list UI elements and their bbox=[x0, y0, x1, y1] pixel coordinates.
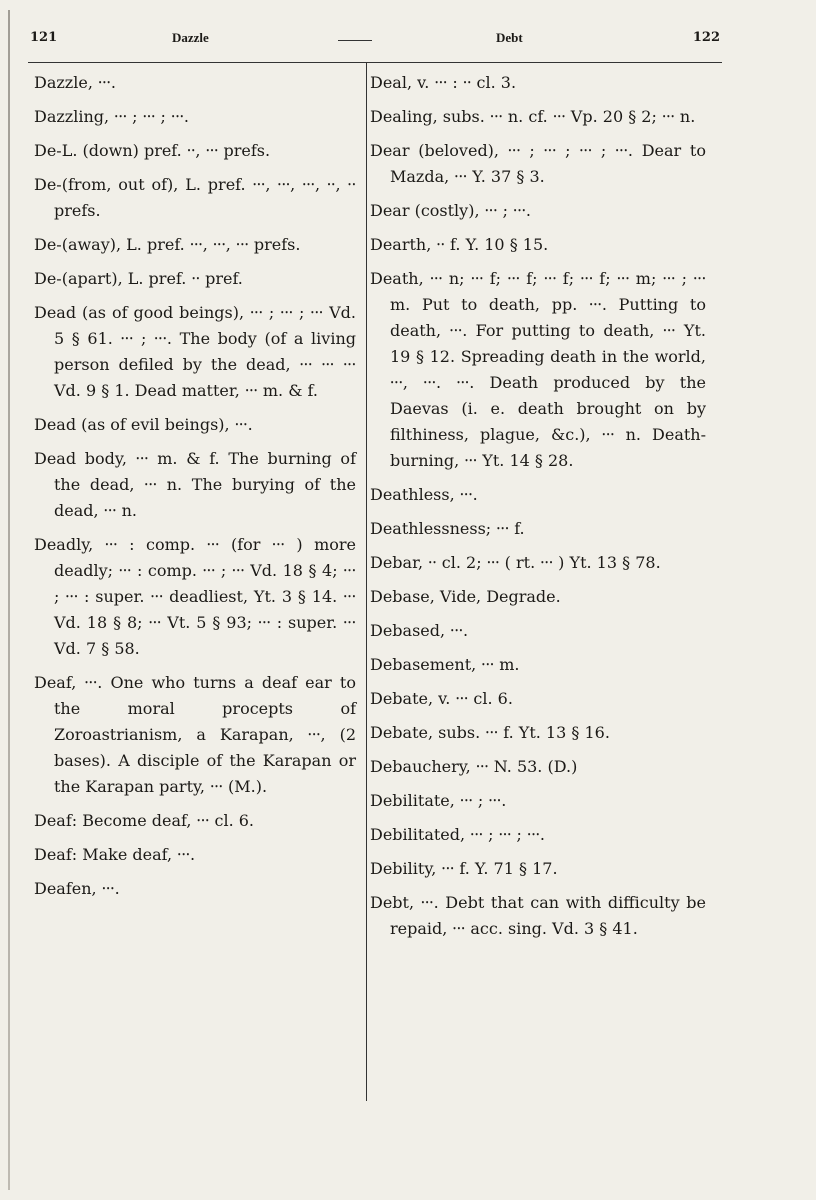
guide-word-right: Debt bbox=[496, 30, 523, 45]
column-divider bbox=[366, 63, 367, 1101]
page-binding-edge bbox=[8, 10, 10, 1190]
dictionary-entry: Debase, Vide, Degrade. bbox=[370, 587, 561, 606]
page-number-left: 121 bbox=[30, 30, 58, 45]
left-column bbox=[34, 70, 356, 910]
dictionary-entry: Deaf: Make deaf, ⸱⸱⸱. bbox=[34, 845, 196, 864]
page-number-right: 122 bbox=[692, 30, 720, 45]
dictionary-entry: De-(from, out of), L. pref. ⸱⸱⸱, ⸱⸱⸱, ⸱⸱⸱, ⸱⸱, ⸱⸱ prefs. bbox=[34, 175, 356, 220]
dictionary-entry: Debility, ⸱⸱⸱ f. Y. 71 § 17. bbox=[370, 859, 558, 878]
dictionary-entry: Dead (as of good beings), ⸱⸱⸱ ; ⸱⸱⸱ ; ⸱⸱⸱ Vd. 5 § 61. ⸱⸱⸱ ; ⸱⸱⸱. The body (of a living person defiled by the dead, ⸱⸱⸱ ⸱⸱⸱ ⸱⸱⸱ Vd. 9 § 1. Dead matter, ⸱⸱⸱ m. & f. bbox=[34, 303, 356, 400]
dictionary-entry: Deathlessness; ⸱⸱⸱ f. bbox=[370, 519, 525, 538]
dictionary-entry: De-(apart), L. pref. ⸱⸱ pref. bbox=[34, 269, 243, 288]
dictionary-entry: Debt, ⸱⸱⸱. Debt that can with difficulty be repaid, ⸱⸱⸱ acc. sing. Vd. 3 § 41. bbox=[370, 893, 706, 938]
dictionary-entry: Debauchery, ⸱⸱⸱ N. 53. (D.) bbox=[370, 757, 578, 776]
dictionary-entry: Dead body, ⸱⸱⸱ m. & f. The burning of the dead, ⸱⸱⸱ n. The burying of the dead, ⸱⸱⸱ n. bbox=[34, 449, 356, 520]
header-dash bbox=[338, 40, 372, 41]
guide-word-left: Dazzle bbox=[172, 30, 209, 45]
dictionary-entry: Deathless, ⸱⸱⸱. bbox=[370, 485, 478, 504]
dictionary-entry: Debasement, ⸱⸱⸱ m. bbox=[370, 655, 520, 674]
dictionary-entry: Dearth, ⸱⸱ f. Y. 10 § 15. bbox=[370, 235, 549, 254]
dictionary-entry: Deafen, ⸱⸱⸱. bbox=[34, 879, 120, 898]
dictionary-entry: Dazzling, ⸱⸱⸱ ; ⸱⸱⸱ ; ⸱⸱⸱. bbox=[34, 107, 189, 126]
dictionary-entry: Dealing, subs. ⸱⸱⸱ n. cf. ⸱⸱⸱ Vp. 20 § 2; ⸱⸱⸱ n. bbox=[370, 107, 696, 126]
dictionary-entry: Death, ⸱⸱⸱ n; ⸱⸱⸱ f; ⸱⸱⸱ f; ⸱⸱⸱ f; ⸱⸱⸱ f; ⸱⸱⸱ m; ⸱⸱⸱ ; ⸱⸱⸱ m. Put to death, pp. ⸱⸱⸱. Putting to death, ⸱⸱⸱. For putting to death, ⸱⸱⸱ Yt. 19 § 12. Spreading death in the world, ⸱⸱⸱, ⸱⸱⸱. ⸱⸱⸱. Death produced by the Daevas (i. e. death brought on by filthiness, plague, &c.), ⸱⸱⸱ n. Death-burning, ⸱⸱⸱ Yt. 14 § 28. bbox=[370, 269, 706, 470]
dictionary-entry: Deaf: Become deaf, ⸱⸱⸱ cl. 6. bbox=[34, 811, 255, 830]
dictionary-entry: Debate, v. ⸱⸱⸱ cl. 6. bbox=[370, 689, 513, 708]
dictionary-entry: Dazzle, ⸱⸱⸱. bbox=[34, 73, 116, 92]
dictionary-entry: Debar, ⸱⸱ cl. 2; ⸱⸱⸱ ( rt. ⸱⸱⸱ ) Yt. 13 § 78. bbox=[370, 553, 661, 572]
dictionary-entry: Dear (beloved), ⸱⸱⸱ ; ⸱⸱⸱ ; ⸱⸱⸱ ; ⸱⸱⸱. Dear to Mazda, ⸱⸱⸱ Y. 37 § 3. bbox=[370, 141, 706, 186]
dictionary-entry: De-(away), L. pref. ⸱⸱⸱, ⸱⸱⸱, ⸱⸱⸱ prefs. bbox=[34, 235, 301, 254]
dictionary-entry: Dead (as of evil beings), ⸱⸱⸱. bbox=[34, 415, 253, 434]
dictionary-entry: Debilitate, ⸱⸱⸱ ; ⸱⸱⸱. bbox=[370, 791, 507, 810]
dictionary-entry: Deaf, ⸱⸱⸱. One who turns a deaf ear to the moral procepts of Zoroastrianism, a Karapan, ⸱⸱⸱, (2 bases). A disciple of the Karapan or the Karapan party, ⸱⸱⸱ (M.). bbox=[34, 673, 356, 796]
dictionary-entry: Deadly, ⸱⸱⸱ : comp. ⸱⸱⸱ (for ⸱⸱⸱ ) more deadly; ⸱⸱⸱ : comp. ⸱⸱⸱ ; ⸱⸱⸱ Vd. 18 § 4; ⸱⸱⸱ ; ⸱⸱⸱ : super. ⸱⸱⸱ deadliest, Yt. 3 § 14. ⸱⸱⸱ Vd. 18 § 8; ⸱⸱⸱ Vt. 5 § 93; ⸱⸱⸱ : super. ⸱⸱⸱ Vd. 7 § 58. bbox=[34, 535, 356, 658]
page-header bbox=[30, 30, 720, 60]
dictionary-entry: Debate, subs. ⸱⸱⸱ f. Yt. 13 § 16. bbox=[370, 723, 610, 742]
dictionary-entry: Dear (costly), ⸱⸱⸱ ; ⸱⸱⸱. bbox=[370, 201, 531, 220]
dictionary-entry: Debilitated, ⸱⸱⸱ ; ⸱⸱⸱ ; ⸱⸱⸱. bbox=[370, 825, 545, 844]
dictionary-entry: De-L. (down) pref. ⸱⸱, ⸱⸱⸱ prefs. bbox=[34, 141, 271, 160]
header-rule bbox=[28, 62, 722, 63]
right-column bbox=[370, 70, 706, 950]
dictionary-entry: Debased, ⸱⸱⸱. bbox=[370, 621, 469, 640]
dictionary-entry: Deal, v. ⸱⸱⸱ : ⸱⸱ cl. 3. bbox=[370, 73, 517, 92]
